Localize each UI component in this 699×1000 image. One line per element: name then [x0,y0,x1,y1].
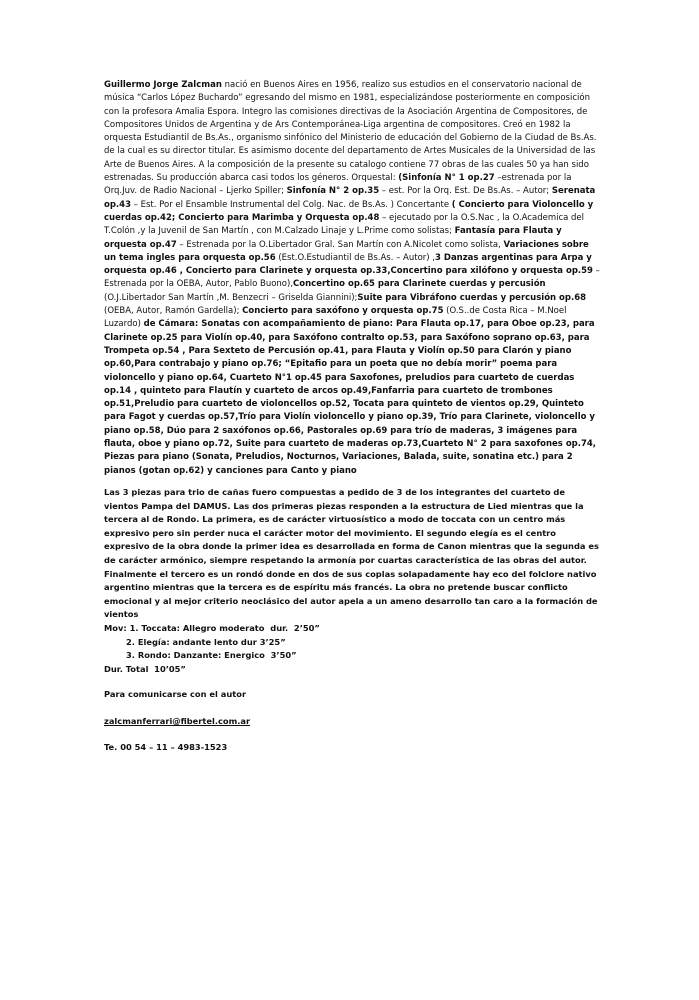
bio-text: – ejecutado por la O.S.Nac , la O.Academica del T.Colón ,y la Juvenil de San Martín , con M.Calzado Linaje y L.Prime como solistas; [104,212,585,237]
biography-paragraph [104,79,602,478]
composer-name: Guillermo Jorge Zalcman [104,80,222,90]
total-duration: Dur. Total 10’05” [104,663,186,674]
phone-number: Te. 00 54 – 11 – 4983-1523 [104,742,228,752]
bio-text: (O.S..de Costa Rica – M.Noel Luzardo) [104,306,567,330]
bio-text: – est. Por la Orq. Est. De Bs.As. – Autor; [379,186,552,197]
contact-label: Para comunicarse con el autor [104,689,247,699]
bio-text: (Est.O.Estudiantil de Bs.As. – Autor) , [275,252,436,263]
bio-text: (OEBA, Autor, Ramón Gardella); [104,306,243,317]
work-title: (Sinfonía N° 1 op.27 [398,173,495,184]
bio-text: (O.J.Libertador San Martín ,M. Benzecri – Griselda Giannini); [104,292,358,303]
movement-item: 3. Rondo: Danzante: Energico 3’50” [126,650,297,661]
bio-text: – Est. Por el Ensamble Instrumental del Colg. Nac. de Bs.As. ) Concertante [130,199,452,210]
work-title: Serenata op.43 [104,186,596,210]
movements-list [104,622,602,676]
work-title: 3 Danzas argentinas para Arpa y orquesta op.46 , Concierto para Clarinete y orquesta op.33,Concertino para xilófono y orquesta op.59 [104,252,593,277]
work-title: Concierto para saxófono y orquesta op.75 [242,306,444,317]
bio-text: – Estrenada por la OEBA, Autor, Pablo Buono), [104,266,600,290]
program-notes [104,486,602,676]
bio-text: –estrenada por la Orq.Juv. de Radio Nacional – Ljerko Spiller; [104,173,572,197]
work-title: Fantasía para Flauta y orquesta op.47 [104,226,562,250]
chamber-works: de Cámara: Sonatas con acompañamiento de piano: Para Flauta op.17, para Oboe op.23, para Clarinete op.25 para Violín op.40, para Saxófono contralto op.53, para Saxófono soprano op.63, para Trompeta op.54 , Para Sexteto de Percusión op.41, para Flauta y Violín op.50 para Clarón y piano op.60,Para contrabajo y piano op.76; “Epitafio para un poeta que no debía morir” poema para violoncello y piano op.64, Cuarteto N°1 op.45 para Saxofones, preludios para cuarteto de cuerdas op.14 , quinteto para Flautín y cuarteto de arcos op.49,Fanfarria para cuarteto de trombones op.51,Preludio para cuarteto de violoncellos op.52, Tocata para quinteto de vientos op.29, Quinteto para Fagot y cuerdas op.57,Trío para Violín violoncello y piano op.39, Trío para Clarinete, violoncello y piano op.58, Dúo para 2 saxófonos op.66, Pastorales op.69 para trío de maderas, 3 imágenes para flauta, oboe y piano op.72, Suite para cuarteto de maderas op.73,Cuarteto N° 2 para saxofones op.74, Piezas para piano (Sonata, Preludios, Nocturnos, Variaciones, Balada, suite, sonatina etc.) para 2 pianos (gotan op.62) y canciones para Canto y piano [104,319,597,476]
bio-text: nació en Buenos Aires en 1956, realizo sus estudios en el conservatorio nacional de música “Carlos López Buchardo” egresando del mismo en 1981, especializándose posteriormente en composición con la profesora Amalia Espora. Integro las comisiones directivas de la Asociación Argentina de Compositores, de Compositores Unidos de Argentina y de Ars Contemporánea-Liga argentina de compositores. Creó en 1982 la orquesta Estudiantil de Bs.As., organismo sinfónico del Ministerio de educación del Gobierno de la Ciudad de Bs.As. de la cual es su director titular. Es asimismo docente del departamento de Artes Musicales de la Universidad de las Arte de Buenos Aires. A la composición de la presente su catalogo contiene 77 obras de las cuales 50 ya han sido estrenadas. Su producción abarca casi todos los géneros. Orquestal: [104,80,597,184]
work-title: Variaciones sobre un tema ingles para orquesta op.56 [104,239,589,263]
work-title: Concertino op.65 para Clarinete cuerdas y percusión [293,279,546,290]
movement-item: 2. Elegía: andante lento dur 3’25” [126,636,286,647]
work-title: ( Concierto para Violoncello y cuerdas op.42; Concierto para Marimba y Orquesta op.48 [104,199,594,223]
movement-item: Mov: 1. Toccata: Allegro moderato dur. 2’50” [104,622,320,633]
notes-paragraph: Las 3 piezas para trio de cañas fuero compuestas a pedido de 3 de los integrantes del cuarteto de vientos Pampa del DAMUS. Las dos primeras piezas responden a la estructura de Lied mientras que la tercera al de Rondo. La primera, es de carácter virtuosístico a modo de toccata con un centro más expresivo pero sin perder nuca el carácter motor del movimiento. El segundo elegía es el centro expresivo de la obra donde la primer idea es desarrollada en forma de Canon mientras que la segunda es de carácter armónico, siempre respetando la armonía por cuartas característica de las obras del autor. Finalmente el tercero es un rondó donde en dos de sus coplas solapadamente hay eco del folclore nativo argentino mientras que la tercera es de espíritu más francés. La obra no pretende buscar conflicto emocional y al mejor criterio neoclásico del autor apela a un ameno desarrollo tan caro a la formación de vientos [104,487,599,620]
email-link[interactable]: zalcmanferrari@fibertel.com.ar [104,716,251,726]
bio-text: – Estrenada por la O.Libertador Gral. San Martín con A.Nicolet como solista, [176,239,504,250]
work-title: Suite para Vibráfono cuerdas y percusión op.68 [357,292,587,303]
work-title: Sinfonía N° 2 op.35 [286,186,380,197]
